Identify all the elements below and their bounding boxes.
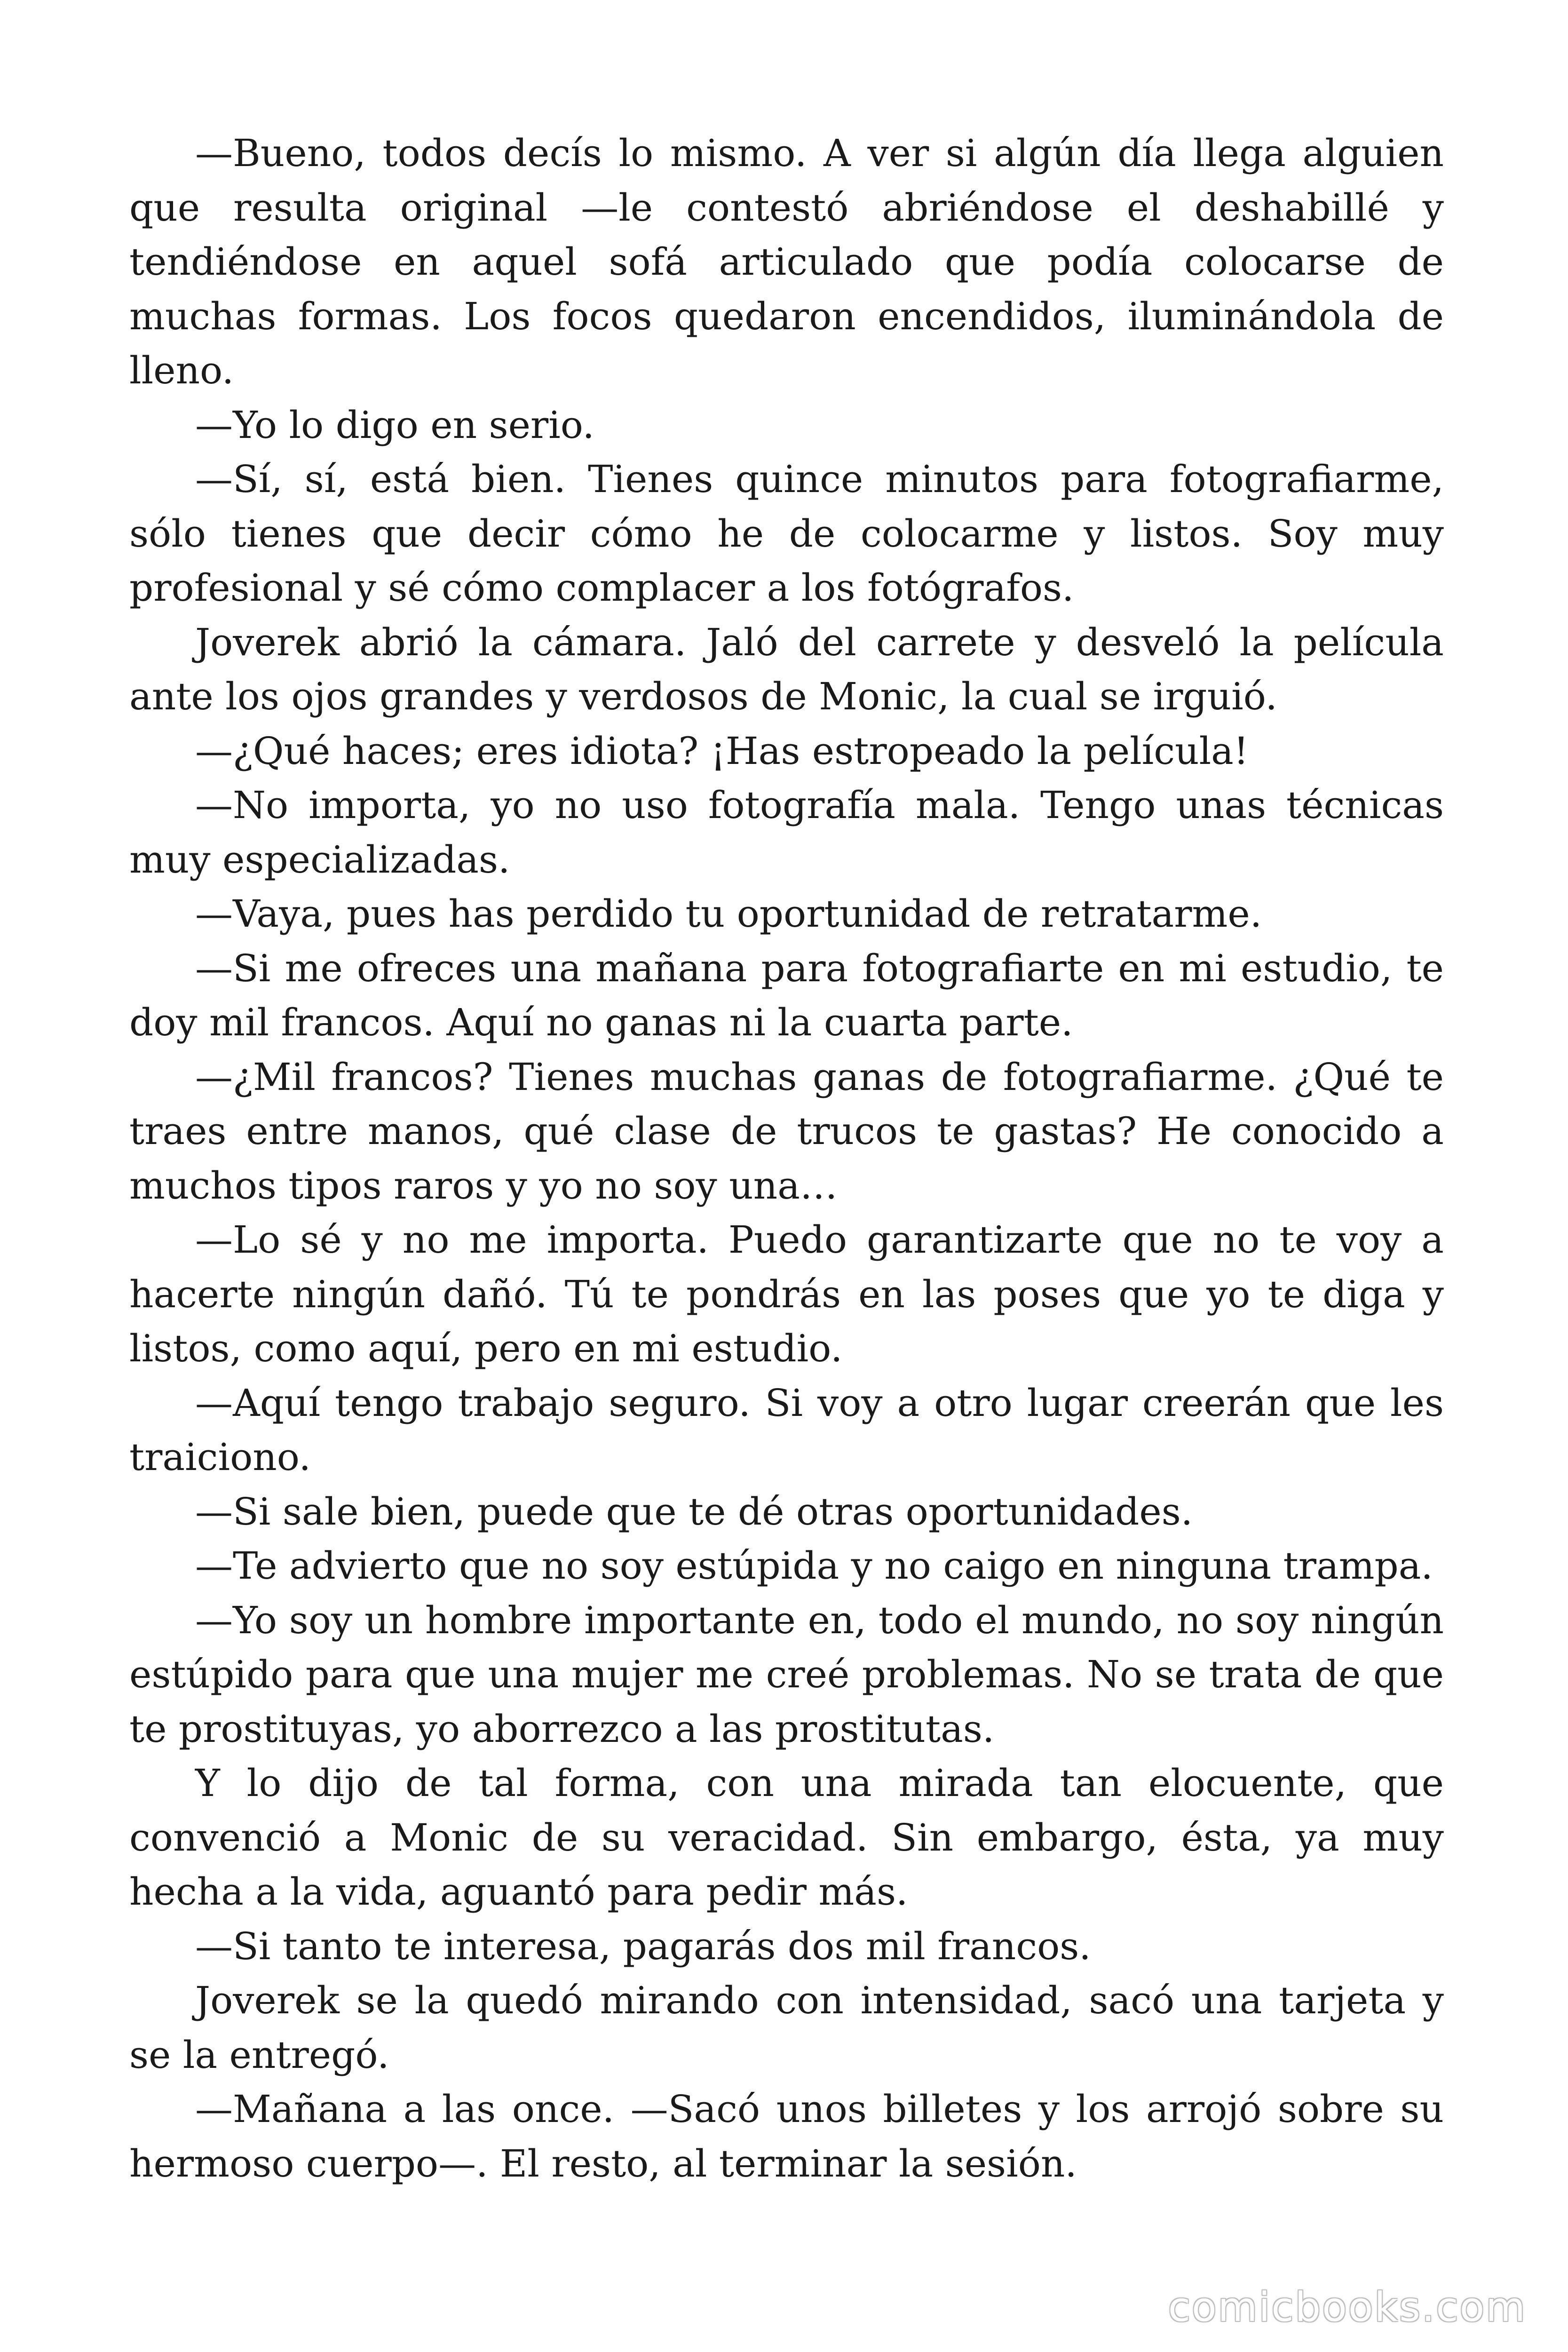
paragraph: —Aquí tengo trabajo seguro. Si voy a otro lugar creerán que les traiciono. [129,1381,1444,1479]
paragraph: —¿Mil francos? Tienes muchas ganas de fotografiarme. ¿Qué te traes entre manos, qué clase de trucos te gastas? He conocido a muchos tipos raros y yo no soy una… [129,1055,1444,1208]
book-page-text [129,126,1444,2191]
paragraph: —Mañana a las once. —Sacó unos billetes y los arrojó sobre su hermoso cuerpo—. El resto, al terminar la sesión. [129,2087,1444,2185]
paragraph: —Bueno, todos decís lo mismo. A ver si algún día llega alguien que resulta original —le contestó abriéndose el deshabillé y tendiéndose en aquel sofá articulado que podía colocarse de muchas formas. Los focos quedaron encendidos, iluminándola de lleno. [129,131,1444,392]
paragraph: Joverek se la quedó mirando con intensidad, sacó una tarjeta y se la entregó. [129,1979,1444,2077]
paragraph: Y lo dijo de tal forma, con una mirada tan elocuente, que convenció a Monic de su veracidad. Sin embargo, ésta, ya muy hecha a la vida, aguantó para pedir más. [129,1761,1444,1914]
paragraph: —Vaya, pues has perdido tu oportunidad de retratarme. [195,892,1262,936]
paragraph: Joverek abrió la cámara. Jaló del carrete y desveló la película ante los ojos grandes y verdosos de Monic, la cual se irguió. [129,620,1444,718]
paragraph: —Lo sé y no me importa. Puedo garantizarte que no te voy a hacerte ningún dañó. Tú te pondrás en las poses que yo te diga y listos, como aquí, pero en mi estudio. [129,1218,1444,1370]
paragraph: —Sí, sí, está bien. Tienes quince minutos para fotografiarme, sólo tienes que decir cómo he de colocarme y listos. Soy muy profesional y sé cómo complacer a los fotógrafos. [129,457,1444,610]
paragraph: —Si me ofreces una mañana para fotografiarte en mi estudio, te doy mil francos. Aquí no ganas ni la cuarta parte. [129,946,1444,1044]
paragraph: —No importa, yo no uso fotografía mala. Tengo unas técnicas muy especializadas. [129,783,1444,882]
paragraph: —¿Qué haces; eres idiota? ¡Has estropeado la película! [195,729,1249,773]
paragraph: —Te advierto que no soy estúpida y no caigo en ninguna trampa. [195,1544,1433,1588]
site-watermark: comicbooks.com [1168,2284,1527,2331]
paragraph: —Yo lo digo en serio. [195,403,594,447]
paragraph: —Yo soy un hombre importante en, todo el mundo, no soy ningún estúpido para que una mujer me creé problemas. No se trata de que te prostituyas, yo aborrezco a las prostitutas. [129,1598,1444,1751]
paragraph: —Si tanto te interesa, pagarás dos mil francos. [195,1924,1091,1968]
paragraph: —Si sale bien, puede que te dé otras oportunidades. [195,1489,1193,1534]
